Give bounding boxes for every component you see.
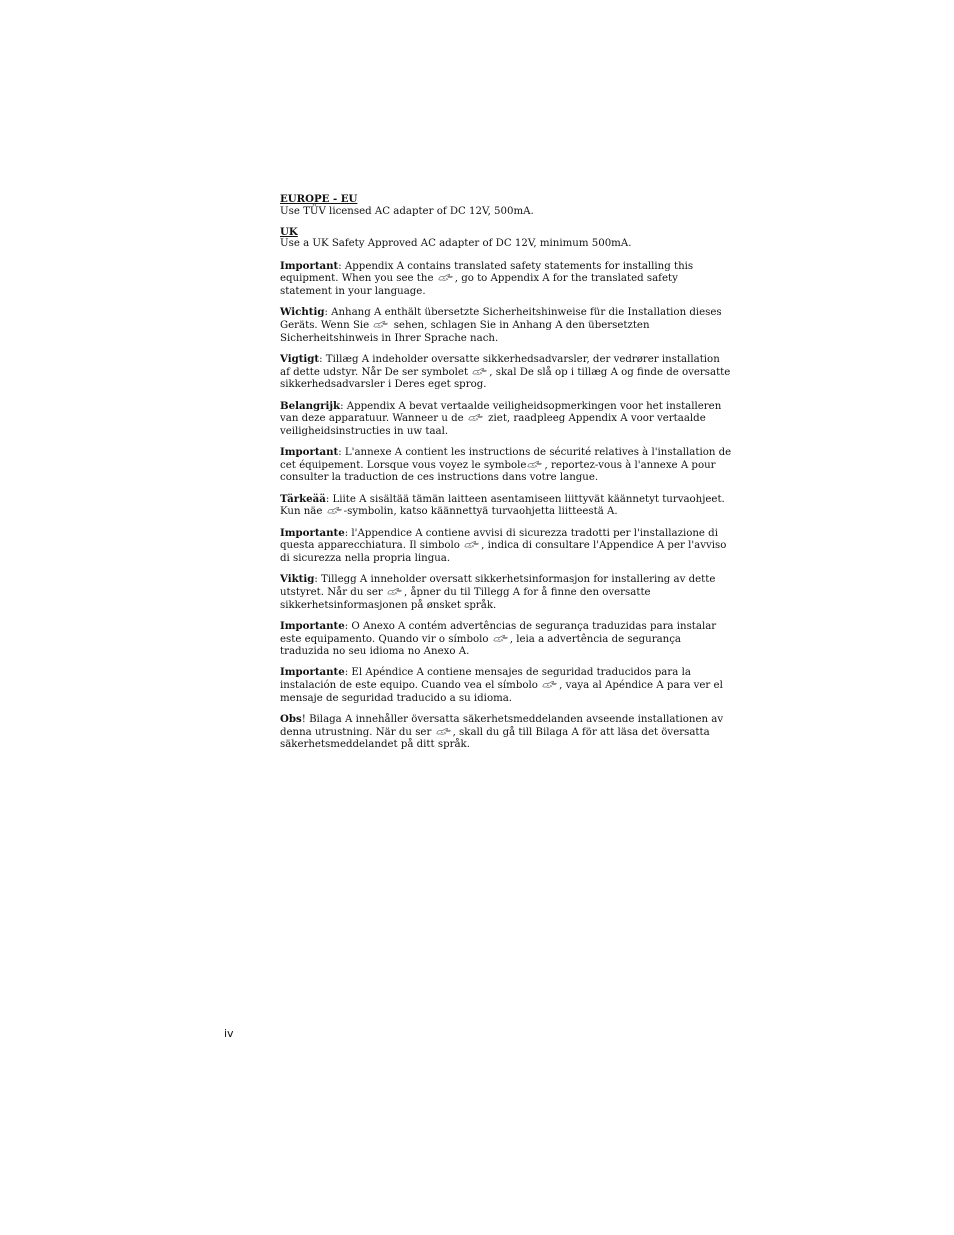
notice-text-before: : Tillæg A indeholder oversatte sikkerhedsadvarsler, der vedrører installation af dette udstyr. Når De ser symbolet xyxy=(280,354,720,378)
region-uk xyxy=(280,226,732,251)
hand-pointing-icon xyxy=(387,587,403,596)
notice-text-before: : l'Appendice A contiene avvisi di sicurezza tradotti per l'installazione di questa apparecchiatura. Il simbolo xyxy=(280,527,718,552)
safety-notice xyxy=(280,666,732,705)
notice-label: Belangrijk xyxy=(280,399,341,412)
notice-label: Important xyxy=(280,446,339,459)
notice-text-after: , åpner du til Tillegg A for å finne den oversatte sikkerhetsinformasjonen på ønsket språk. xyxy=(280,586,651,611)
hand-pointing-icon xyxy=(327,506,343,515)
hand-pointing-icon xyxy=(527,460,543,469)
safety-notices-list xyxy=(280,260,732,752)
notice-label: Tärkeää xyxy=(280,492,326,505)
notice-label: Viktig xyxy=(280,573,315,586)
notice-text-before: : L'annexe A contient les instructions de sécurité relatives à l'installation de cet équipement. Lorsque vous voyez le symbole xyxy=(280,447,732,471)
notice-text-before: : O Anexo A contém advertências de segurança traduzidas para instalar este equipamento. Quando vir o símbolo xyxy=(280,620,717,645)
notice-text-before: : El Apéndice A contiene mensajes de seguridad traducidos para la instalación de este equipo. Cuando vea el símbolo xyxy=(280,667,691,692)
safety-notice xyxy=(280,400,732,439)
hand-pointing-icon xyxy=(438,273,454,282)
safety-notice xyxy=(280,260,732,299)
region-heading: UK xyxy=(280,225,298,238)
notice-label: Important xyxy=(280,259,339,272)
notice-label: Importante xyxy=(280,619,345,632)
hand-pointing-icon xyxy=(436,727,452,736)
notice-label: Wichtig xyxy=(280,306,325,319)
region-text: Use TÜV licensed AC adapter of DC 12V, 500mA. xyxy=(280,205,534,217)
notice-text-before: ! Bilaga A innehåller översatta säkerhetsmeddelanden avseende installationen av denna utrustning. När du ser xyxy=(280,714,724,738)
notice-label: Obs xyxy=(280,713,302,726)
notice-label: Importante xyxy=(280,666,345,679)
safety-notice xyxy=(280,527,732,566)
safety-notice xyxy=(280,620,732,659)
safety-notice xyxy=(280,446,732,485)
safety-notice xyxy=(280,713,732,752)
region-heading: EUROPE - EU xyxy=(280,193,358,205)
notice-text-after: , indica di consultare l'Appendice A per l'avviso di sicurezza nella propria lingua. xyxy=(280,540,727,564)
notice-text-after: , leia a advertência de segurança traduzida no seu idioma no Anexo A. xyxy=(280,633,682,658)
notice-label: Vigtigt xyxy=(280,353,320,366)
hand-pointing-icon xyxy=(472,367,488,376)
notice-text-after: , go to Appendix A for the translated safety statement in your language. xyxy=(280,273,678,298)
notice-text-after: -symbolin, katso käännettyä turvaohjetta liitteestä A. xyxy=(343,506,618,518)
notice-text-before: : Tillegg A inneholder oversatt sikkerhetsinformasjon for installering av dette utstyret. Når du ser xyxy=(280,574,716,598)
notice-text-before: : Liite A sisältää tämän laitteen asentamiseen liittyvät käännetyt turvaohjeet. Kun näe xyxy=(280,493,725,518)
hand-pointing-icon xyxy=(373,320,389,329)
safety-notice xyxy=(280,493,732,519)
region-europe-eu xyxy=(280,193,732,218)
notice-text-after: , skal De slå op i tillæg A og finde de oversatte sikkerhedsadvarsler i Deres eget sprog. xyxy=(280,366,731,391)
notice-label: Importante xyxy=(280,526,345,539)
notice-text-before: : Appendix A contains translated safety statements for installing this equipment. When you see the xyxy=(280,260,694,285)
safety-notice xyxy=(280,573,732,612)
notice-text-before: : Appendix A bevat vertaalde veiligheidsopmerkingen voor het installeren van deze apparatuur. Wanneer u de xyxy=(280,400,722,425)
safety-notice xyxy=(280,306,732,345)
notice-text-after: , skall du gå till Bilaga A för att läsa det översatta säkerhetsmeddelandet på ditt språk. xyxy=(280,726,710,751)
hand-pointing-icon xyxy=(468,413,484,422)
page-number: iv xyxy=(224,1027,234,1040)
notice-text-before: : Anhang A enthält übersetzte Sicherheitshinweise für die Installation dieses Geräts. Wenn Sie xyxy=(280,307,722,332)
notice-text-after: ziet, raadpleeg Appendix A voor vertaalde veiligheidsinstructies in uw taal. xyxy=(280,413,706,437)
notice-text-after: , vaya al Apéndice A para ver el mensaje de seguridad traducido a su idioma. xyxy=(280,680,723,704)
hand-pointing-icon xyxy=(493,634,509,643)
page-content xyxy=(280,193,732,760)
region-text: Use a UK Safety Approved AC adapter of DC 12V, minimum 500mA. xyxy=(280,238,632,250)
hand-pointing-icon xyxy=(464,540,480,549)
notice-text-after: , reportez-vous à l'annexe A pour consulter la traduction de ces instructions dans votre langue. xyxy=(280,459,716,484)
hand-pointing-icon xyxy=(542,680,558,689)
safety-notice xyxy=(280,353,732,392)
notice-text-after: sehen, schlagen Sie in Anhang A den übersetzten Sicherheitshinweis in Ihrer Sprache nach. xyxy=(280,320,650,344)
